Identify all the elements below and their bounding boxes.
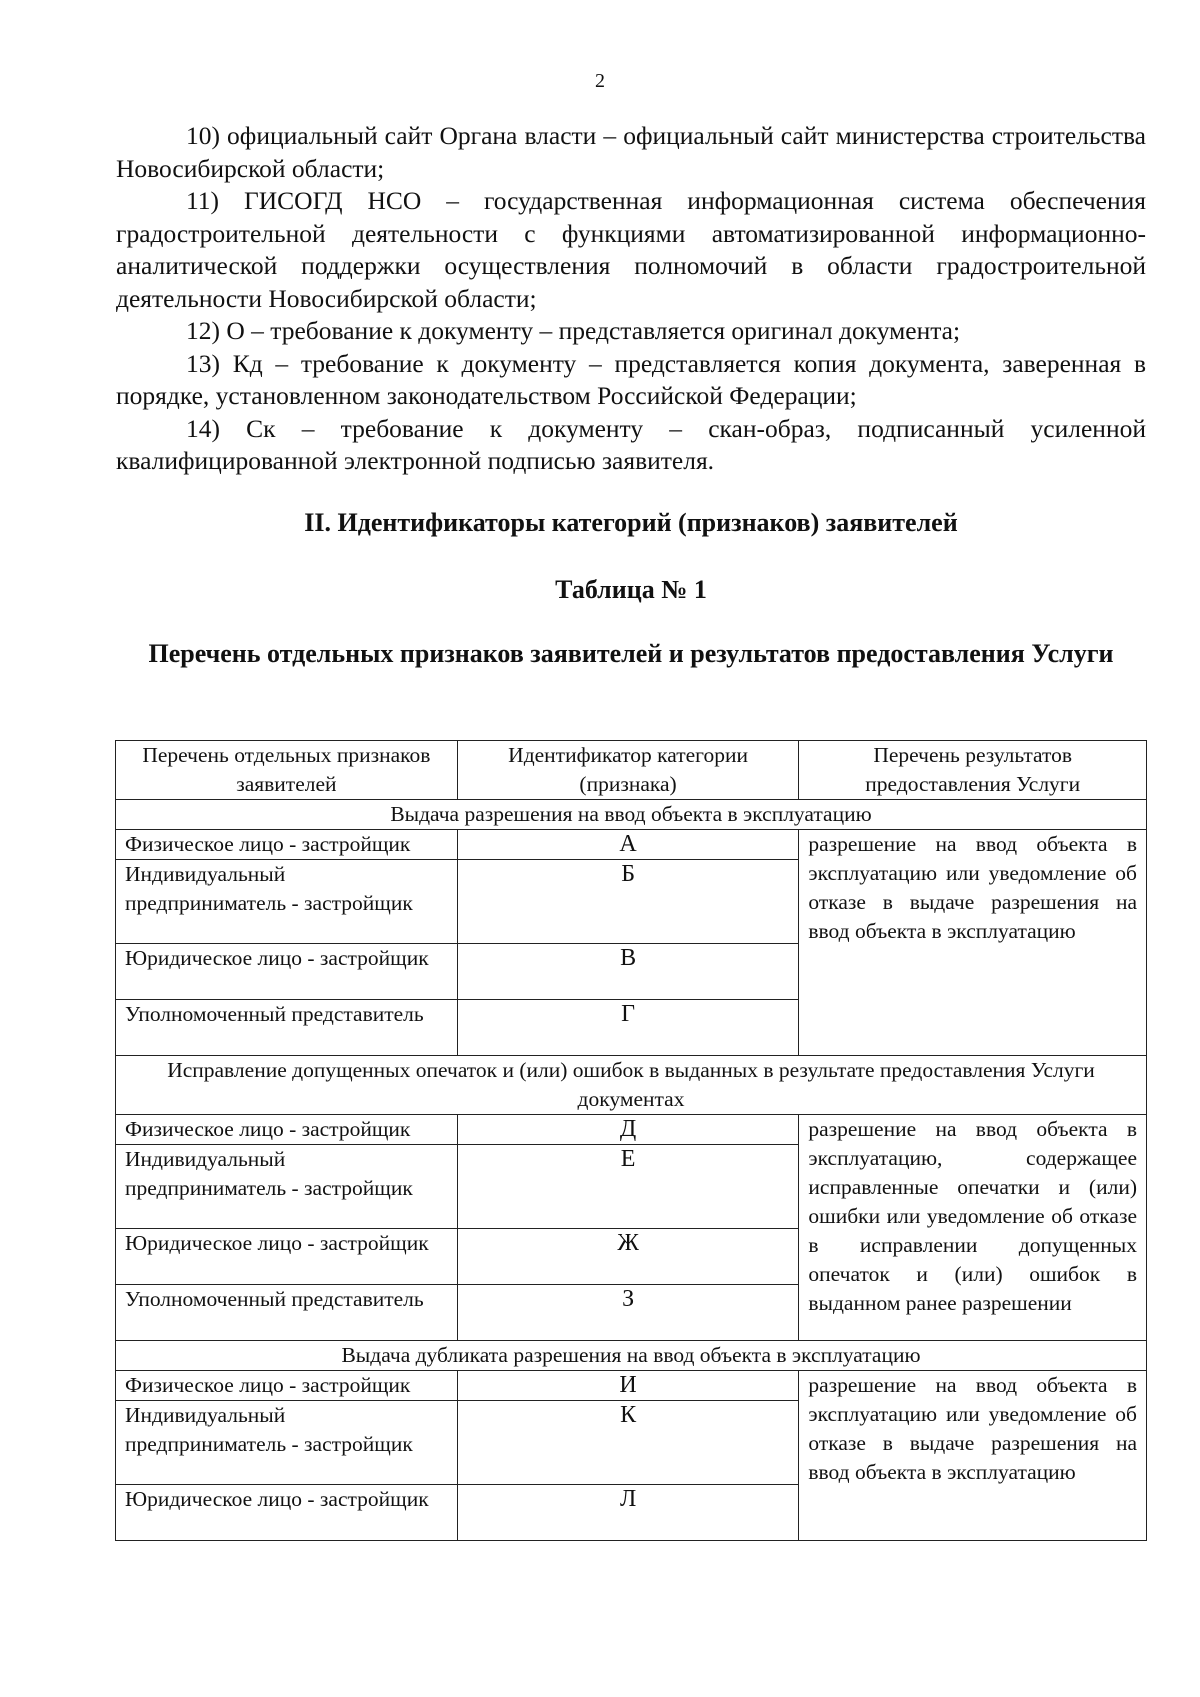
group-title: Выдача разрешения на ввод объекта в эксплуатацию <box>116 800 1147 830</box>
group-title-row <box>116 1341 1147 1371</box>
code-cell: А <box>457 830 799 860</box>
table-caption: Перечень отдельных признаков заявителей и результатов предоставления Услуги <box>148 639 1114 668</box>
applicant-cell: Юридическое лицо - застройщик <box>116 944 458 1000</box>
code-cell: Д <box>457 1115 799 1145</box>
applicant-cell: Юридическое лицо - застройщик <box>116 1485 458 1541</box>
result-cell: разрешение на ввод объекта в эксплуатацию или уведомление об отказе в выдаче разрешения на ввод объекта в эксплуатацию <box>799 830 1147 1056</box>
column-header: Перечень отдельных признаков заявителей <box>116 741 458 800</box>
definition-item: 11) ГИСОГД НСО – государственная информационная система обеспечения градостроительной деятельности с функциями автоматизированной информационно-аналитической поддержки осуществления полномочий в области градостроительной деятельности Новосибирской области; <box>116 186 1146 313</box>
result-cell: разрешение на ввод объекта в эксплуатацию или уведомление об отказе в выдаче разрешения на ввод объекта в эксплуатацию <box>799 1371 1147 1541</box>
code-cell: Г <box>457 1000 799 1056</box>
table-header-row <box>116 741 1147 800</box>
applicant-cell: Индивидуальный предприниматель - застройщик <box>116 860 458 944</box>
code-cell: Ж <box>457 1229 799 1285</box>
column-header: Идентификатор категории (признака) <box>457 741 799 800</box>
group-title: Выдача дубликата разрешения на ввод объекта в эксплуатацию <box>116 1341 1147 1371</box>
applicant-cell: Уполномоченный представитель <box>116 1285 458 1341</box>
definition-item: 14) Ск – требование к документу – скан-образ, подписанный усиленной квалифицированной электронной подписью заявителя. <box>116 413 1146 475</box>
definition-item: 13) Кд – требование к документу – представляется копия документа, заверенная в порядке, установленном законодательством Российской Федерации; <box>116 348 1146 410</box>
group-title-row <box>116 800 1147 830</box>
applicant-cell: Индивидуальный предприниматель - застройщик <box>116 1401 458 1485</box>
table-row <box>116 830 1147 860</box>
code-cell: Л <box>457 1485 799 1541</box>
table-label: Таблица № 1 <box>555 575 707 604</box>
column-header: Перечень результатов предоставления Услуги <box>799 741 1147 800</box>
group-title-row <box>116 1056 1147 1115</box>
definitions-list <box>116 120 1146 478</box>
applicant-cell: Уполномоченный представитель <box>116 1000 458 1056</box>
applicant-cell: Физическое лицо - застройщик <box>116 1371 458 1401</box>
table-row <box>116 1371 1147 1401</box>
code-cell: Е <box>457 1145 799 1229</box>
page-number: 2 <box>595 70 605 92</box>
code-cell: Б <box>457 860 799 944</box>
applicant-cell: Физическое лицо - застройщик <box>116 830 458 860</box>
code-cell: В <box>457 944 799 1000</box>
result-cell: разрешение на ввод объекта в эксплуатацию, содержащее исправленные опечатки и (или) ошибки или уведомление об отказе в исправлении допущенных опечаток и (или) ошибок в выданном ранее разрешении <box>799 1115 1147 1341</box>
group-title: Исправление допущенных опечаток и (или) ошибок в выданных в результате предоставления Услуги документах <box>116 1056 1147 1115</box>
code-cell: К <box>457 1401 799 1485</box>
code-cell: З <box>457 1285 799 1341</box>
definition-item: 10) официальный сайт Органа власти – официальный сайт министерства строительства Новосибирской области; <box>116 121 1146 183</box>
table-row <box>116 1115 1147 1145</box>
code-cell: И <box>457 1371 799 1401</box>
section-heading: II. Идентификаторы категорий (признаков) заявителей <box>304 508 958 537</box>
applicant-cell: Физическое лицо - застройщик <box>116 1115 458 1145</box>
definition-item: 12) О – требование к документу – представляется оригинал документа; <box>186 316 961 345</box>
applicant-categories-table <box>115 740 1147 1541</box>
applicant-cell: Индивидуальный предприниматель - застройщик <box>116 1145 458 1229</box>
applicant-cell: Юридическое лицо - застройщик <box>116 1229 458 1285</box>
